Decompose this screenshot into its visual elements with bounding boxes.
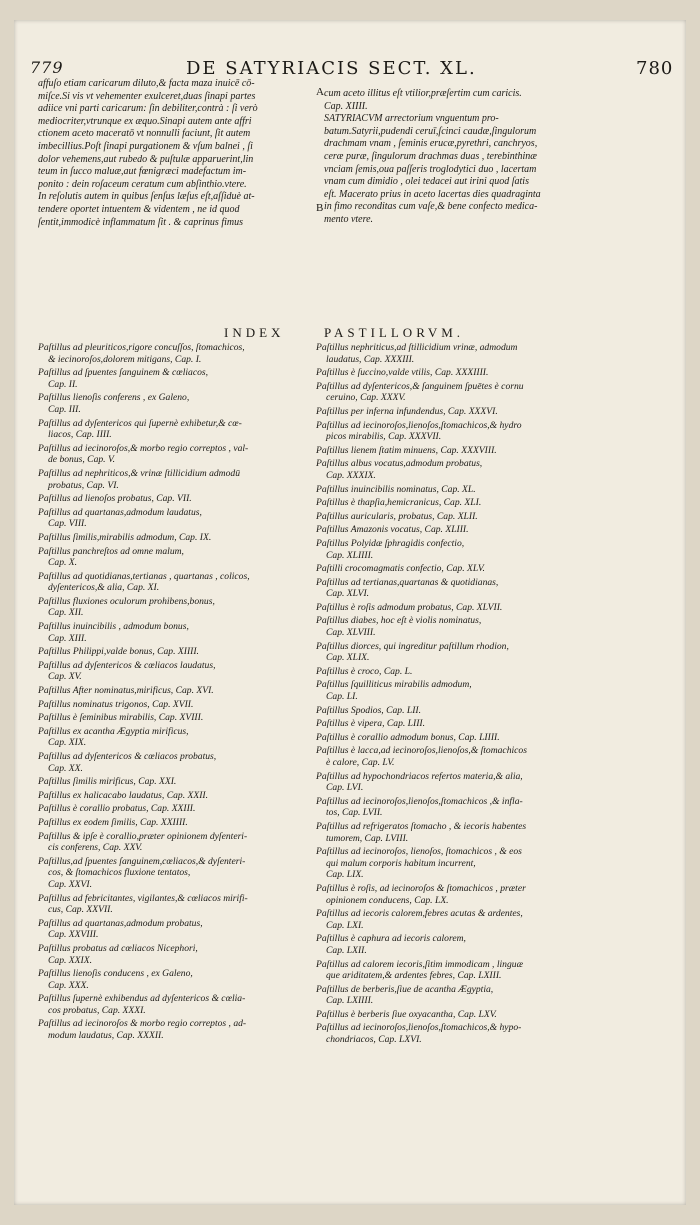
index-entry	[38, 776, 318, 788]
index-entry	[316, 577, 598, 600]
index-entry-line: picos mirabilis, Cap. XXXVII.	[326, 431, 442, 443]
index-entry-line: Cap. LVI.	[326, 782, 364, 794]
index-entry	[316, 342, 598, 365]
index-entry	[38, 532, 318, 544]
index-entry-line: Cap. LIX.	[326, 869, 364, 881]
index-entry	[38, 817, 318, 829]
section-marker-a: A	[316, 86, 324, 98]
index-entry-line: Paſtillus auricularis, probatus, Cap. XLII.	[316, 510, 478, 522]
index-entry-line: Paſtillus lienoſis conducens , ex Galeno,	[38, 968, 193, 980]
index-entry-line: Paſtillus ex acantha Ægyptia mirificus,	[38, 725, 189, 737]
text-line: teum in ſucco maluæ,aut fœnigræci madefactum im-	[38, 166, 247, 178]
index-entry-line: Paſtillus probatus ad cœliacos Nicephori,	[38, 942, 198, 954]
index-entry-line: Cap. XXIX.	[48, 954, 92, 966]
index-entry	[316, 732, 598, 744]
index-entry-line: Paſtillus ad pleuriticos,rigore concuſſos, ſtomachicos,	[38, 342, 245, 353]
index-entry-line: Paſtillus ad hypochondriacos refertos materia,& alia,	[316, 770, 523, 782]
index-entry-line: Cap. VIII.	[48, 518, 87, 530]
index-entry	[38, 571, 318, 594]
index-entry	[316, 615, 598, 638]
index-entry	[38, 596, 318, 619]
index-entry	[38, 790, 318, 802]
index-entry-line: Cap. XIX.	[48, 737, 87, 749]
index-entry-line: Paſtillus ex eodem ſimilis, Cap. XXIIII.	[38, 816, 188, 828]
index-entry	[316, 1022, 598, 1045]
index-entry	[38, 392, 318, 415]
index-entry	[38, 443, 318, 466]
index-entry	[38, 968, 318, 991]
index-entry	[38, 546, 318, 569]
index-entry	[316, 666, 598, 678]
index-entry-line: Paſtillus ad ſpuentes ſanguinem & cœliacos,	[38, 367, 209, 379]
index-entry-line: probatus, Cap. VI.	[48, 479, 119, 491]
index-entry	[38, 918, 318, 941]
index-entry-line: Paſtillus panchreſtos ad omne malum,	[38, 545, 184, 557]
index-entry-line: Paſtillus è thapſia,hemicranicus, Cap. XLI.	[316, 497, 482, 509]
index-entry-line: Paſtillus è ſeminibus mirabilis, Cap. XVIII.	[38, 712, 204, 724]
index-entry-line: Cap. XXX.	[48, 979, 89, 991]
index-entry	[38, 1018, 318, 1041]
index-entry-line: Paſtillus & ipſe è corallio,præter opinionem dyſenteri-	[38, 830, 248, 842]
index-entry	[316, 959, 598, 982]
index-entry-line: Paſtillus Polyidæ ſphragidis confectio,	[316, 537, 465, 549]
index-entry	[316, 933, 598, 956]
index-entry	[38, 803, 318, 815]
index-entry-line: Paſtillus Spodios, Cap. LII.	[316, 704, 422, 716]
index-entry	[38, 993, 318, 1016]
index-entry-line: Cap. XLIX.	[326, 652, 370, 664]
index-entry-line: Paſtillus diorces, qui ingreditur paſtillum rhodion,	[316, 640, 509, 652]
index-entry-line: Paſtillus ſimilis mirificus, Cap. XXI.	[38, 776, 177, 788]
index-entry-line: Paſtillus ex halicacabo laudatus, Cap. XXII.	[38, 789, 208, 801]
text-line: imbecillius.Poſt ſinapi purgationem & vſum balnei , ſi	[38, 140, 253, 152]
index-entry	[316, 771, 598, 794]
index-entry-line: Paſtilli crocomagmatis confectio, Cap. XLV.	[316, 563, 485, 575]
index-entry	[38, 342, 318, 365]
index-entry-line: tumorem, Cap. LVIII.	[326, 832, 409, 844]
body-text-left	[38, 78, 310, 229]
index-entry-line: Cap. LI.	[326, 691, 358, 703]
index-entry-line: è calore, Cap. LV.	[326, 757, 395, 768]
index-entry	[316, 484, 598, 496]
index-entry	[316, 406, 598, 418]
index-entry	[316, 1009, 598, 1021]
index-entry	[316, 497, 598, 509]
index-entry-line: & iecinoroſos,dolorem mitigans, Cap. I.	[48, 353, 202, 365]
index-entry	[316, 538, 598, 561]
index-entry-line: Paſtillus After nominatus,mirificus, Cap. XVI.	[38, 685, 214, 697]
index-column-right	[316, 342, 598, 1048]
index-entry-line: Paſtillus albus vocatus,admodum probatus,	[316, 458, 483, 470]
index-entry-line: Paſtillus ad quartanas,admodum laudatus,	[38, 506, 202, 518]
index-entry	[316, 846, 598, 881]
text-line: adiice vni parti caricarum: ſin debiliter,contrà : ſi verò	[38, 103, 258, 115]
index-entry	[316, 381, 598, 404]
index-entry-line: Paſtillus per inferna infundendus, Cap. XXXVI.	[316, 405, 498, 417]
index-entry-line: Paſtillus ad dyſentericos & cœliacos probatus,	[38, 751, 217, 762]
index-entry-line: Paſtillus ad refrigeratos ſtomacho , & iecoris habentes	[316, 820, 527, 832]
index-entry	[38, 685, 318, 697]
index-entry-line: Paſtillus è lacca,ad iecinoroſos,lienoſos,& ſtomachicos	[316, 745, 527, 757]
index-entry-line: Paſtillus ad quartanas,admodum probatus,	[38, 917, 203, 929]
index-entry-line: Paſtillus ſquilliticus mirabilis admodum,	[316, 679, 472, 691]
index-entry-line: Cap. XLIIII.	[326, 549, 374, 561]
index-entry-line: Paſtillus ad tertianas,quartanas & quotidianas,	[316, 576, 499, 588]
index-entry-line: opinionem conducens, Cap. LX.	[326, 894, 449, 906]
index-entry-line: Cap. LXIIII.	[326, 995, 374, 1007]
index-entry	[316, 705, 598, 717]
index-entry	[316, 796, 598, 819]
index-entry-line: Cap. XII.	[48, 607, 84, 619]
text-line: Cap. XIIII.	[324, 100, 368, 112]
index-entry-line: cus, Cap. XXVII.	[48, 904, 113, 916]
index-entry-line: ceruino, Cap. XXXV.	[326, 392, 406, 404]
index-entry-line: que ariditatem,& ardentes febres, Cap. LXIII.	[326, 970, 502, 982]
index-entry-line: liacos, Cap. IIII.	[48, 429, 112, 441]
index-entry-line: Paſtillus inuincibilis , admodum bonus,	[38, 621, 189, 633]
index-entry-line: Cap. XLVIII.	[326, 627, 376, 639]
body-text-right	[324, 88, 596, 227]
running-title: DE SATYRIACIS SECT. XL.	[186, 58, 477, 79]
index-entry	[316, 563, 598, 575]
index-heading-left: INDEX	[224, 325, 285, 340]
index-entry	[38, 831, 318, 854]
index-entry-line: modum laudatus, Cap. XXXII.	[48, 1030, 164, 1042]
text-line: ceræ puræ, ſingulorum drachmas duas , terebinthinæ	[324, 150, 537, 162]
index-entry	[38, 367, 318, 390]
index-entry-line: Paſtillus ad calorem iecoris,ſitim immodicam , linguæ	[316, 958, 523, 970]
index-entry	[38, 660, 318, 683]
index-entry	[38, 726, 318, 749]
text-line: cum aceto illitus eſt vtilior,præſertim cum caricis.	[324, 88, 522, 99]
index-entry-line: Paſtillus ad febricitantes, vigilantes,& cœliacos mirifi-	[38, 892, 248, 904]
index-entry-line: Paſtillus fluxiones oculorum prohibens,bonus,	[38, 595, 215, 607]
index-entry	[316, 984, 598, 1007]
index-entry	[316, 718, 598, 730]
index-entry-line: Paſtillus ſimilis,mirabilis admodum, Cap. IX.	[38, 531, 212, 543]
text-line: tendere oportet intuentem & videntem , ne id quod	[38, 203, 240, 215]
index-entry	[38, 893, 318, 916]
index-entry-line: Paſtillus è roſis, ad iecinoroſos & ſtomachicos , præter	[316, 882, 526, 894]
index-entry	[316, 908, 598, 931]
text-line: ctionem aceto maceratō vt nonnulli faciunt, ſit autem	[38, 128, 251, 140]
page-number-left: 779	[30, 58, 64, 77]
index-entry-line: cos probatus, Cap. XXXI.	[48, 1004, 146, 1016]
index-entry	[316, 641, 598, 664]
text-line: ponito : dein roſaceum ceratum cum abſinthio.vtere.	[38, 178, 247, 190]
index-entry-line: Paſtillus de berberis,ſiue de acantha Ægyptia,	[316, 983, 494, 995]
index-entry-line: Paſtillus,ad ſpuentes ſanguinem,cœliacos,& dyſenteri-	[38, 855, 246, 867]
index-entry	[38, 507, 318, 530]
text-line: miſce.Si vis vt vehementer exulceret,duas ſinapi partes	[38, 90, 256, 102]
index-entry-line: Paſtillus ad dyſentericos qui ſupernè exhibetur,& cœ-	[38, 417, 242, 429]
book-page	[14, 20, 686, 1205]
index-entry-line: Cap. XX.	[48, 762, 83, 774]
index-entry-line: Cap. XXVI.	[48, 878, 92, 890]
index-entry-line: Paſtillus è berberis ſiue oxyacantha, Cap. LXV.	[316, 1008, 497, 1020]
index-entry-line: Cap. XXXIX.	[326, 469, 376, 481]
index-entry-line: Cap. XIII.	[48, 632, 87, 644]
index-entry	[316, 511, 598, 523]
index-entry-line: Cap. II.	[48, 378, 78, 390]
index-entry-line: Paſtillus è corallio admodum bonus, Cap. LIIII.	[316, 731, 500, 743]
index-entry-line: Paſtillus ad dyſentericos,& ſanguinem ſpuētes è cornu	[316, 380, 524, 392]
text-line: vnciam ſemis,oua paſſeris troglodytici duo , lacertam	[324, 163, 537, 175]
index-entry-line: Paſtillus ad iecinoroſos,& morbo regio correptos , val-	[38, 442, 249, 454]
index-entry	[38, 418, 318, 441]
index-entry-line: Cap. III.	[48, 403, 81, 415]
index-entry-line: Paſtillus diabes, hoc eſt è violis nominatus,	[316, 615, 482, 627]
index-entry	[38, 621, 318, 644]
index-entry-line: Paſtillus nominatus trigonos, Cap. XVII.	[38, 698, 194, 710]
text-line: batum.Satyrii,pudendi ceruī,ſcinci caudæ,ſingulorum	[324, 125, 537, 137]
index-entry-line: Paſtillus ad iecinoroſos, lienoſos, ſtomachicos , & eos	[316, 846, 522, 858]
text-line: affuſo etiam caricarum diluto,& facta maza inuicē cō-	[38, 78, 255, 89]
index-entry-line: qui malum corporis habitum incurrent,	[326, 857, 476, 869]
index-column-left	[38, 342, 318, 1044]
index-entry-line: Cap. XXVIII.	[48, 929, 99, 941]
text-line: ſentit,immodicè inflammatum ſit . & caprinus fimus	[38, 216, 243, 228]
index-entry	[316, 367, 598, 379]
index-entry	[316, 458, 598, 481]
index-entry-line: Paſtillus è caphura ad iecoris calorem,	[316, 933, 466, 945]
index-entry	[38, 712, 318, 724]
text-line: in fimo reconditas cum vaſe,& bene confecto medica-	[324, 201, 538, 213]
index-entry-line: Paſtillus ad iecoris calorem,febres acutas & ardentes,	[316, 908, 523, 920]
text-line: In reſolutis autem in quibus ſenſus læſus eſt,aſſiduè at-	[38, 191, 255, 203]
index-entry	[38, 943, 318, 966]
index-entry-line: Paſtillus ad iecinoroſos & morbo regio correptos , ad-	[38, 1018, 247, 1030]
index-entry	[316, 821, 598, 844]
index-entry-line: Paſtillus Philippi,valde bonus, Cap. XIIII.	[38, 646, 199, 658]
index-entry	[316, 745, 598, 768]
index-entry-line: chondriacos, Cap. LXVI.	[326, 1034, 422, 1046]
index-entry-line: Paſtillus ad nephriticos,& vrinæ ſtillicidium admodū	[38, 467, 240, 479]
text-line: mediocriter,vtrunque ex æquo.Sinapi autem ante affri	[38, 115, 252, 127]
index-entry-line: Paſtillus inuincibilis nominatus, Cap. XL.	[316, 483, 476, 495]
index-entry	[316, 679, 598, 702]
index-entry	[38, 856, 318, 891]
text-line: dolor vehemens,aut rubedo & puſtulæ apparuerint,lin	[38, 153, 254, 165]
index-entry-line: laudatus, Cap. XXXIII.	[326, 353, 415, 365]
index-entry-line: Cap. XLVI.	[326, 588, 370, 600]
index-entry-line: Paſtillus ad iecinoroſos,lienoſos,ſtomachicos ,& infla-	[316, 795, 523, 807]
index-entry	[316, 524, 598, 536]
index-entry	[316, 445, 598, 457]
index-entry-line: Paſtillus ad lienoſos probatus, Cap. VII.	[38, 493, 192, 505]
section-marker-b: B	[316, 202, 324, 214]
index-entry-line: Paſtillus ad iecinoroſos,lienoſos,ſtomachicos,& hypo-	[316, 1022, 522, 1034]
index-entry-line: dyſentericos,& alia, Cap. XI.	[48, 582, 160, 594]
index-entry-line: Paſtillus ad quotidianas,tertianas , quartanas , colicos,	[38, 570, 250, 582]
index-entry-line: de bonus, Cap. V.	[48, 454, 115, 466]
index-entry-line: cis conferens, Cap. XXV.	[48, 842, 143, 854]
index-entry	[38, 646, 318, 658]
index-entry-line: Paſtillus Amazonis vocatus, Cap. XLIII.	[316, 524, 469, 536]
index-entry-line: Paſtillus ad iecinoroſos,lienoſos,ſtomachicos,& hydro	[316, 419, 522, 431]
index-entry-line: Cap. LXII.	[326, 944, 367, 956]
index-entry	[38, 493, 318, 505]
index-entry-line: Cap. XV.	[48, 671, 82, 683]
index-entry-line: Cap. X.	[48, 557, 78, 569]
index-entry-line: Paſtillus è vipera, Cap. LIII.	[316, 718, 425, 730]
index-entry-line: Cap. LXI.	[326, 919, 364, 931]
index-entry-line: cos, & ſtomachicos fluxione tentatos,	[48, 867, 191, 879]
text-line: SATYRIACVM arrectorium vnguentum pro-	[324, 113, 499, 125]
index-heading-right: PASTILLORVM.	[324, 325, 465, 340]
index-entry-line: Paſtillus è croco, Cap. L.	[316, 665, 413, 677]
index-entry	[38, 751, 318, 774]
index-entry-line: Paſtillus lienoſis conferens , ex Galeno,	[38, 392, 190, 404]
text-line: drachmam vnam , ſeminis erucæ,pyrethri, canchryos,	[324, 138, 538, 150]
index-entry-line: Paſtillus è corallio probatus, Cap. XXIII.	[38, 803, 196, 815]
index-entry-line: Paſtillus è ſuccino,valde vtilis, Cap. XXXIIII.	[316, 367, 489, 379]
index-entry-line: Paſtillus ſupernè exhibendus ad dyſentericos & cœlia-	[38, 993, 246, 1005]
index-entry	[316, 602, 598, 614]
index-entry	[316, 420, 598, 443]
text-line: vnam cum dimidio , olei tedacei aut irini quod ſatis	[324, 176, 529, 188]
page-number-right: 780	[636, 58, 674, 79]
index-entry-line: Paſtillus nephriticus,ad ſtillicidium vrinæ, admodum	[316, 342, 518, 353]
index-entry-line: tos, Cap. LVII.	[326, 807, 383, 819]
text-line: mento vtere.	[324, 213, 374, 225]
index-entry	[38, 468, 318, 491]
index-entry-line: Paſtillus è roſis admodum probatus, Cap. XLVII.	[316, 601, 503, 613]
index-entry-line: Paſtillus lienem ſtatim minuens, Cap. XXXVIII.	[316, 444, 497, 456]
index-entry-line: Paſtillus ad dyſentericos & cœliacos laudatus,	[38, 659, 216, 671]
index-entry	[316, 883, 598, 906]
text-line: eſt. Macerato prius in aceto lacertas dies quadraginta	[324, 188, 541, 200]
index-entry	[38, 699, 318, 711]
